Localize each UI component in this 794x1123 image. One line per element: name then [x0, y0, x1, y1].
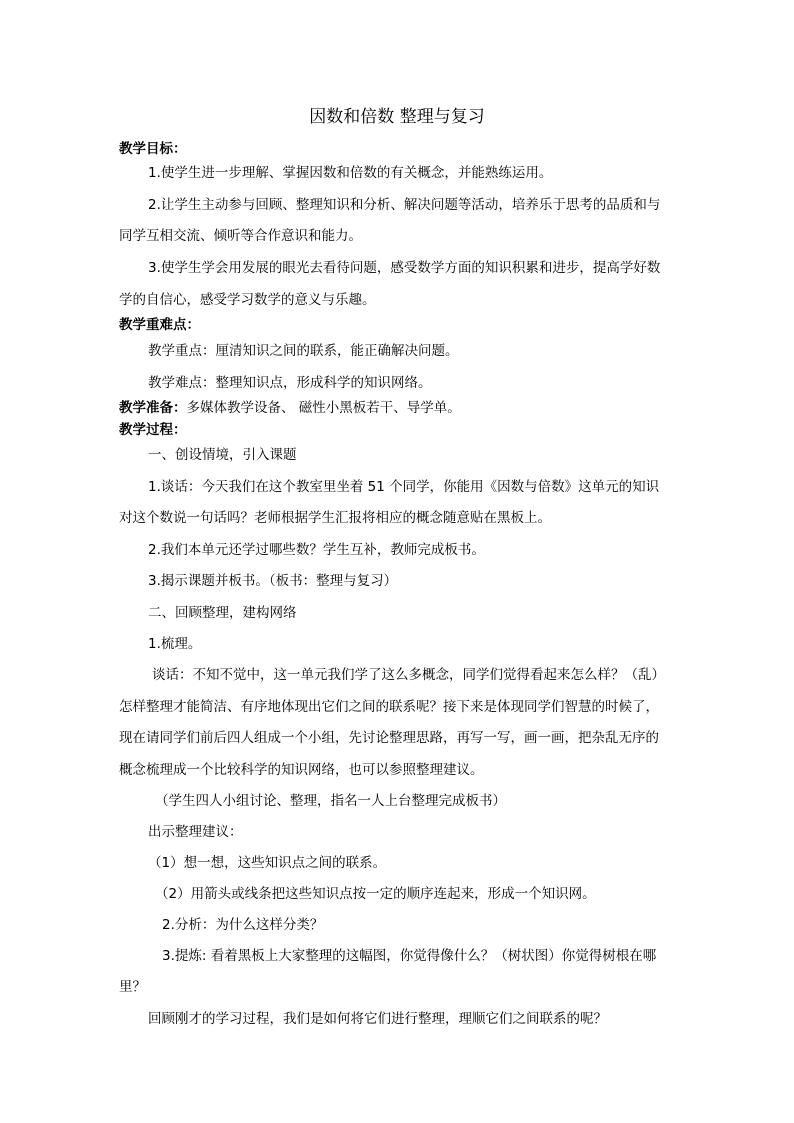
section-heading: 教学重难点：	[119, 317, 200, 333]
text-line: 2.让学生主动参与回顾、整理知识和分析、解决问题等活动，培养乐于思考的品质和与	[148, 197, 661, 213]
text-line: 一、创设情境，引入课题	[148, 447, 297, 463]
section-heading: 教学过程：	[119, 422, 187, 438]
text-line: 1.梳理。	[148, 636, 202, 652]
text-line: 教学难点：整理知识点，形成科学的知识网络。	[148, 375, 432, 391]
text-line: 怎样整理才能简洁、有序地体现出它们之间的联系呢？接下来是体现同学们智慧的时候了，	[119, 699, 659, 715]
text-line: （2）用箭头或线条把这些知识点按一定的顺序连起来，形成一个知识网。	[155, 886, 596, 902]
text-line: （学生四人小组讨论、整理，指名一人上台整理完成板书）	[155, 793, 506, 809]
document-title: 因数和倍数 整理与复习	[309, 107, 485, 127]
inline-heading: 教学准备：	[119, 400, 187, 416]
text-line: 概念梳理成一个比较科学的知识网络，也可以参照整理建议。	[119, 762, 484, 778]
text-line: 里？	[119, 979, 146, 995]
text-line: 3.揭示课题并板书。（板书：整理与复习）	[148, 573, 398, 589]
text-line: 出示整理建议：	[148, 824, 243, 840]
text-line: 3.使学生学会用发展的眼光去看待问题，感受数学方面的知识积累和进步，提高学好数	[148, 260, 661, 276]
text-line: 对这个数说一句话吗？老师根据学生汇报将相应的概念随意贴在黑板上。	[119, 510, 551, 526]
text-line	[119, 398, 794, 418]
inline-text: 多媒体教学设备、 磁性小黑板若干、导学单。	[186, 400, 461, 416]
section-heading: 教学目标：	[119, 141, 187, 157]
text-line: 回顾刚才的学习过程，我们是如何将它们进行整理，理顺它们之间联系的呢？	[148, 1011, 607, 1027]
text-line: 二、回顾整理，建构网络	[148, 605, 297, 621]
text-line: 3.提炼: 看着黑板上大家整理的这幅图，你觉得像什么？（树状图）你觉得树根在哪	[162, 948, 657, 964]
text-line: 2.分析：为什么这样分类？	[162, 917, 324, 933]
text-line: 1.使学生进一步理解、掌握因数和倍数的有关概念，并能熟练运用。	[148, 165, 553, 181]
text-line: （1）想一想，这些知识点之间的联系。	[148, 855, 387, 871]
text-line: 现在请同学们前后四人组成一个小组，先讨论整理思路，再写一写，画一画，把杂乱无序的	[119, 730, 659, 746]
text-line: 同学互相交流、倾听等合作意识和能力。	[119, 228, 362, 244]
text-line: 谈话：不知不觉中，这一单元我们学了这么多概念，同学们觉得看起来怎么样？（乱）	[152, 667, 665, 683]
text-line: 教学重点：厘清知识之间的联系，能正确解决问题。	[148, 343, 459, 359]
text-line: 学的自信心，感受学习数学的意义与乐趣。	[119, 292, 376, 308]
text-line: 1.谈话：今天我们在这个教室里坐着 51 个同学，你能用《因数与倍数》这单元的知识	[148, 479, 660, 495]
text-line: 2.我们本单元还学过哪些数？学生互补，教师完成板书。	[148, 542, 485, 558]
